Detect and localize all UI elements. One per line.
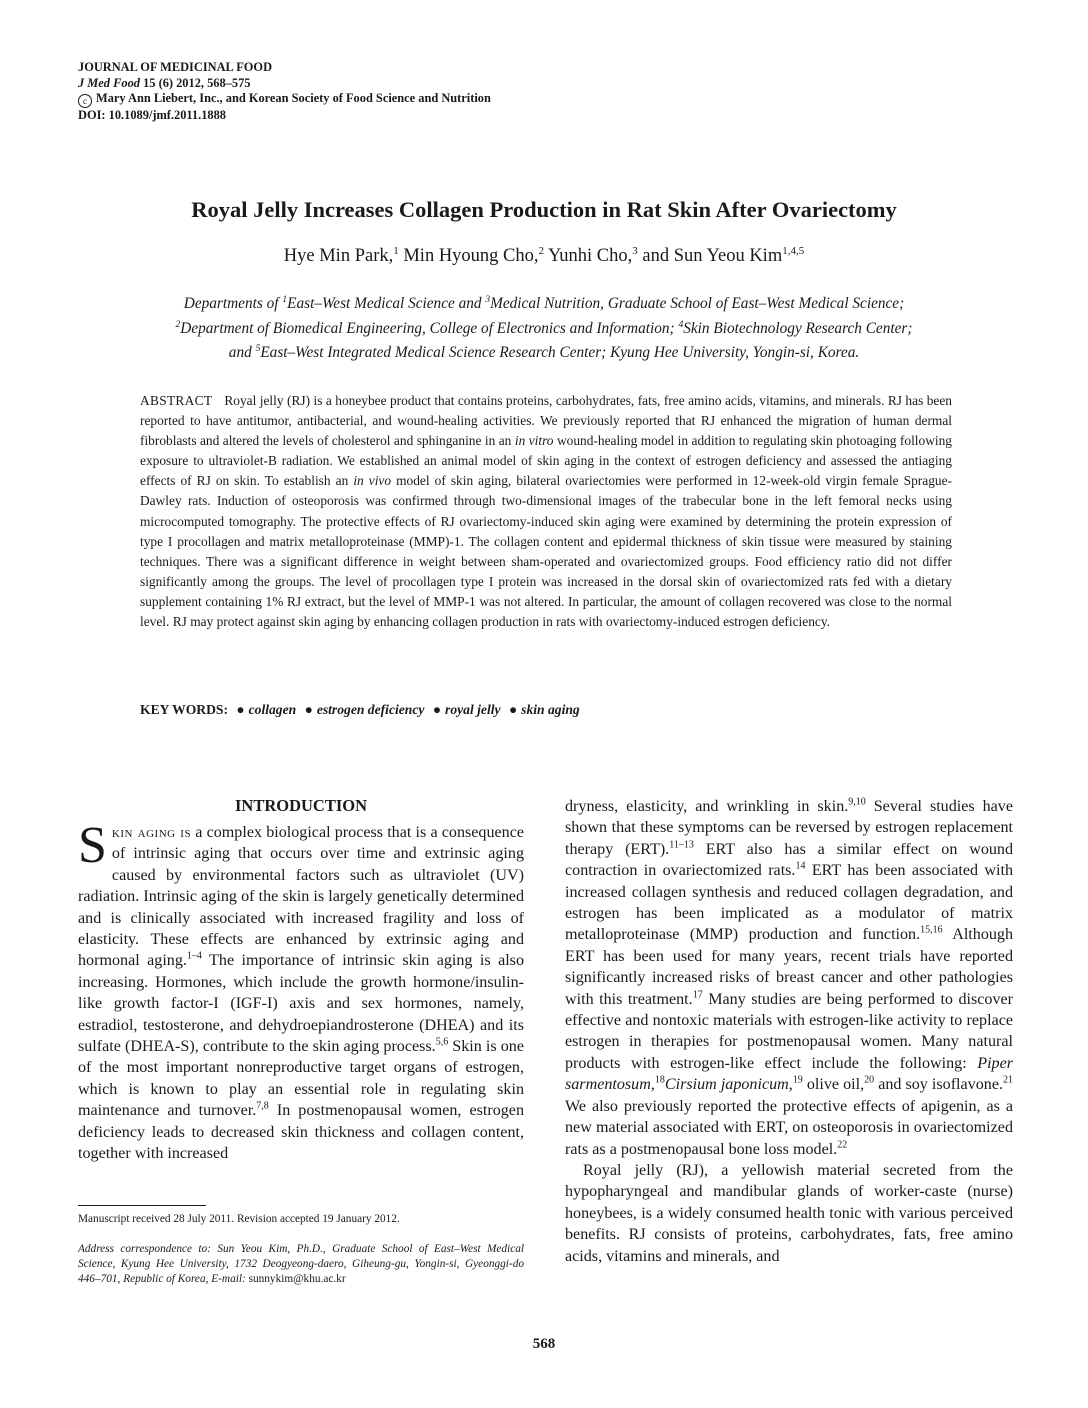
affiliation-line: Departments of $^1$East–West Medical Science and $^3$Medical Nutrition, Graduate School of East–West Medical Science; (183, 295, 905, 313)
keyword: collagen (248, 702, 297, 717)
email-link[interactable]: sunnykim@khu.ac.kr (248, 1272, 346, 1285)
journal-doi: DOI: 10.1089/jmf.2011.1888 (78, 108, 226, 123)
page-number: 568 (532, 1336, 556, 1352)
citation-details: 15 (6) 2012, 568–575 (143, 75, 251, 90)
journal-header (78, 60, 638, 124)
abstract: ABSTRACT Royal jelly (RJ) is a honeybee product that contains proteins, carbohydrates, fats, free amino acids, vitamins, and minerals. RJ has been reported to have antitumor, antibacterial, and wound-healing activities. We previously reported that RJ enhanced the migration of human dermal fibroblasts and altered the levels of cholesterol and sphinganine in an in vitro wound-healing model in addition to regulating skin photoaging following exposure to ultraviolet-B radiation. We established an animal model of skin aging in the context of estrogen deficiency and assessed the antiaging effects of RJ on skin. To establish an in vivo model of skin aging, bilateral ovariectomies were performed in 12-week-old virgin female Sprague-Dawley rats. Induction of osteoporosis was confirmed through two-dimensional images of the trabecular bone in the left femoral necks using microcomputed tomography. The protective effects of RJ ovariectomy-induced skin aging were examined by determining the protein expression of type I procollagen and matrix metalloproteinase (MMP)-1. The collagen content and epidermal thickness of skin tissue were measured by staining techniques. There was a significant difference in weight between sham-operated and ovariectomized groups. Food efficiency ratio did not differ significantly among the groups. The level of procollagen type I protein was increased in the dorsal skin of ovariectomized rats fed with a dietary supplement containing 1% RJ extract, but the level of MMP-1 was not altered. In particular, the amount of collagen recovered was close to the normal level. RJ may protect against skin aging by enhancing collagen production in rats with ovariectomy-induced estrogen deficiency. (140, 393, 953, 630)
keywords-label: KEY WORDS: (140, 702, 228, 717)
royal-jelly-paragraph: Royal jelly (RJ), a yellowish material secreted from the hypopharyngeal and mandibular glands of worker-caste (nurse) honeybees, is a widely consumed health tonic with various perceived benefits. RJ consists of proteins, carbohydrates, fats, free amino acids, vitamins and minerals, and (565, 1161, 1013, 1265)
abstract-label: ABSTRACT (140, 393, 213, 408)
affiliation-line: and $^5$East–West Integrated Medical Science Research Center; Kyung Hee University, Yongin-si, Korea. (228, 344, 860, 362)
copyright-icon: c (78, 94, 92, 108)
author-name: Min Hyoung Cho, (403, 246, 539, 267)
keyword: estrogen deficiency (316, 702, 425, 717)
author-affil-ref: 1 (393, 245, 399, 257)
affiliations (80, 290, 1008, 364)
bullet-icon: ● (508, 702, 518, 717)
section-heading: INTRODUCTION (234, 796, 368, 815)
manuscript-received-note: Manuscript received 28 July 2011. Revision accepted 19 January 2012. (78, 1213, 400, 1225)
author-name: Yunhi Cho, (547, 246, 633, 267)
bullet-icon: ● (304, 702, 313, 717)
keyword: skin aging (521, 702, 580, 717)
author-name: and Sun Yeou Kim (642, 246, 783, 267)
author-affil-ref: 1,4,5 (782, 245, 805, 257)
bullet-icon: ● (236, 702, 245, 717)
author-name: Hye Min Park, (283, 246, 394, 267)
intro-paragraph: Skin aging is a complex biological process that is a consequence of intrinsic aging that occurs over time and extrinsic aging caused by environmental factors such as ultraviolet (UV) radiation. Intrinsic aging of the skin is largely genetically determined and is clinically associated with increased fragility and loss of elasticity. These effects are enhanced by extrinsic aging and hormonal aging.$^{1-4}$ The importance of intrinsic skin aging is also increasing. Hormones, which include the growth hormone/insulin-like growth factor-I (IGF-I) axis and sex hormones, namely, estradiol, testosterone, and dehydroepiandrosterone (DHEA) and its sulfate (DHEA-S), contribute to the skin aging process.$^{5,6}$ Skin is one of the most important nonreproductive target organs of estrogen, which is known to play an essential role in regulating skin maintenance and turnover.$^{7,8}$ In postmenopausal women, estrogen deficiency leads to decreased skin thickness and collagen content, together with increased (78, 817, 524, 1163)
drop-cap: S (78, 817, 107, 874)
intro-paragraph-continued: dryness, elasticity, and wrinkling in skin.$^{9,10}$ Several studies have shown that these symptoms can be reversed by estrogen replacement therapy (ERT).$^{11-13}$ ERT also has a similar effect on wound contraction in ovariectomized rats.$^{14}$ ERT has been associated with increased collagen synthesis and reduced collagen degradation, and estrogen has been implicated as a modulator of matrix metalloproteinase (MMP) production and function.$^{15,16}$ Although ERT has been used for many years, recent trials have reported significantly increased risks of breast cancer and other pathologies with this treatment.$^{17}$ Many studies are being performed to discover effective and nontoxic materials with estrogen-like activity to replace estrogen in therapies for postmenopausal women. Many natural products with estrogen-like effect include the following: Piper sarmentosum,$^{18}$Cirsium japonicum,$^{19}$ olive oil,$^{20}$ and soy isoflavone.$^{21}$ We also previously reported the protective effects of apigenin, as a new material associated with ERT, on osteoporosis in ovariectomized rats as a postmenopausal bone loss model.$^{22}$ (565, 796, 1014, 1158)
article-title: Royal Jelly Increases Collagen Production in Rat Skin After Ovariectomy (191, 197, 897, 222)
author-affil-ref: 3 (632, 245, 638, 257)
keyword: royal jelly (445, 702, 501, 717)
right-column (565, 796, 1013, 1267)
citation-journal: J Med Food (78, 75, 140, 90)
journal-citation (78, 76, 638, 92)
keywords (140, 702, 952, 718)
copyright-text: Mary Ann Liebert, Inc., and Korean Society of Food Science and Nutrition (96, 91, 491, 106)
footnote-divider (78, 1205, 206, 1206)
left-column (78, 796, 524, 1165)
author-list (0, 245, 1088, 267)
author-affil-ref: 2 (538, 245, 545, 257)
journal-copyright (78, 91, 638, 108)
bullet-icon: ● (432, 702, 442, 717)
affiliation-line: $^2$Department of Biomedical Engineering, College of Electronics and Information; $^4$Skin Biotechnology Research Center; (175, 319, 913, 337)
correspondence-address: Address correspondence to: Sun Yeou Kim, Ph.D., Graduate School of East–West Medical Science, Kyung Hee University, 1732 Deogyeong-daero, Giheung-gu, Yongin-si, Gyeonggi-do 446–701, Republic of Korea, E-mail: sunnykim@khu.ac.kr (78, 1243, 524, 1285)
journal-name: JOURNAL OF MEDICINAL FOOD (78, 60, 273, 74)
